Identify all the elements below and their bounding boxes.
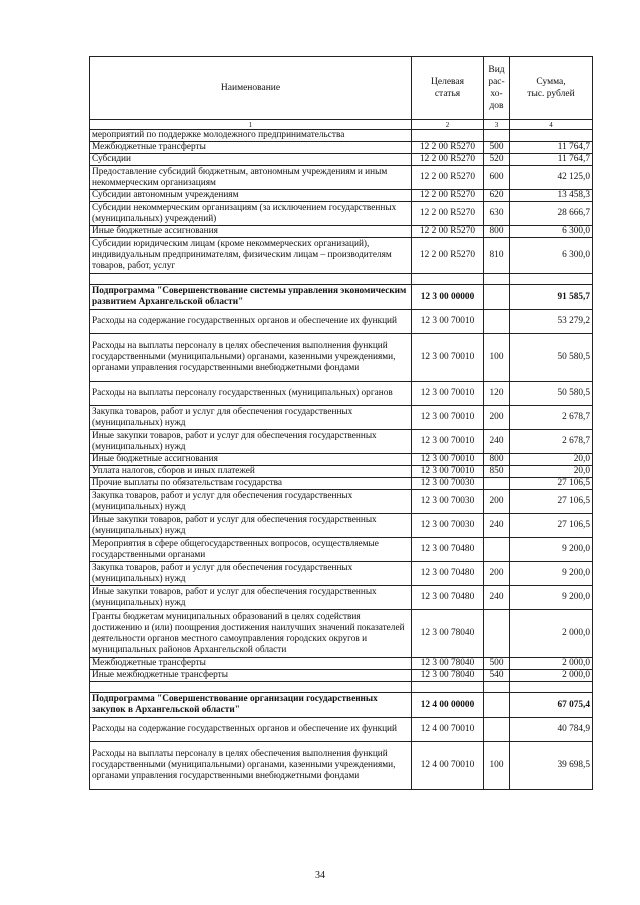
target-article-cell: 12 3 00 70010 [412,466,484,478]
table-row [90,538,593,562]
table-header-row [90,57,593,120]
row-name-cell: мероприятий по поддержке молодежного предпринимательства [90,130,412,142]
target-article-cell: 12 3 00 70480 [412,586,484,610]
amount-cell [510,274,593,285]
amount-cell: 91 585,7 [510,285,593,310]
expense-type-cell: 620 [484,190,510,202]
expense-type-cell: 850 [484,466,510,478]
target-article-cell: 12 4 00 70010 [412,742,484,790]
target-article-cell: 12 3 00 70480 [412,538,484,562]
row-name-cell: Уплата налогов, сборов и иных платежей [90,466,412,478]
amount-cell: 2 000,0 [510,658,593,670]
expense-type-cell: 800 [484,226,510,238]
target-article-cell: 12 3 00 78040 [412,610,484,658]
table-row [90,130,593,142]
header-sum: Сумма, тыс. рублей [510,57,593,120]
row-name-cell: Субсидии автономным учреждениям [90,190,412,202]
target-article-cell: 12 3 00 78040 [412,670,484,682]
amount-cell: 2 678,7 [510,430,593,454]
expense-type-cell [484,478,510,490]
row-name-cell: Закупка товаров, работ и услуг для обеспечения государственных (муниципальных) нужд [90,562,412,586]
expense-type-cell [484,718,510,742]
target-article-cell: 12 2 00 R5270 [412,154,484,166]
target-article-cell: 12 4 00 70010 [412,718,484,742]
row-name-cell: Иные закупки товаров, работ и услуг для обеспечения государственных (муниципальных) нужд [90,514,412,538]
amount-cell: 50 580,5 [510,382,593,406]
table-row [90,202,593,226]
budget-table [89,56,593,790]
row-name-cell: Закупка товаров, работ и услуг для обеспечения государственных (муниципальных) нужд [90,406,412,430]
table-row [90,742,593,790]
target-article-cell: 12 3 00 70030 [412,514,484,538]
row-name-cell: Иные закупки товаров, работ и услуг для обеспечения государственных (муниципальных) нужд [90,430,412,454]
target-article-cell: 12 2 00 R5270 [412,142,484,154]
amount-cell: 67 075,4 [510,693,593,718]
table-row [90,166,593,190]
expense-type-cell: 120 [484,382,510,406]
amount-cell: 9 200,0 [510,586,593,610]
expense-type-cell: 200 [484,562,510,586]
amount-cell: 6 300,0 [510,238,593,274]
target-article-cell: 12 3 00 78040 [412,658,484,670]
header-name: Наименование [90,57,412,120]
row-name-cell: Закупка товаров, работ и услуг для обеспечения государственных (муниципальных) нужд [90,490,412,514]
amount-cell: 2 000,0 [510,610,593,658]
row-name-cell: Подпрограмма "Совершенствование организации государственных закупок в Архангельской области" [90,693,412,718]
amount-cell: 6 300,0 [510,226,593,238]
row-name-cell: Иные закупки товаров, работ и услуг для обеспечения государственных (муниципальных) нужд [90,586,412,610]
target-article-cell: 12 3 00 70010 [412,454,484,466]
header-target-article: Целевая статья [412,57,484,120]
amount-cell: 2 000,0 [510,670,593,682]
table-row [90,382,593,406]
budget-table-container [89,56,592,790]
page-number: 34 [315,870,325,881]
expense-type-cell: 100 [484,742,510,790]
row-name-cell: Предоставление субсидий бюджетным, автономным учреждениям и иным некоммерческим организациям [90,166,412,190]
amount-cell [510,130,593,142]
amount-cell: 9 200,0 [510,562,593,586]
expense-type-cell [484,538,510,562]
expense-type-cell: 540 [484,670,510,682]
table-row [90,334,593,382]
target-article-cell: 12 3 00 00000 [412,285,484,310]
amount-cell: 11 764,7 [510,142,593,154]
amount-cell [510,682,593,693]
target-article-cell: 12 3 00 70010 [412,430,484,454]
table-row [90,430,593,454]
table-row [90,586,593,610]
subprogram-row [90,285,593,310]
row-name-cell: Иные межбюджетные трансферты [90,670,412,682]
target-article-cell [412,682,484,693]
header-expense-type: Вид рас- хо- дов [484,57,510,120]
table-row [90,670,593,682]
expense-type-cell [484,310,510,334]
row-name-cell: Субсидии некоммерческим организациям (за исключением государственных (муниципальных) учреждений) [90,202,412,226]
amount-cell: 9 200,0 [510,538,593,562]
spacer-row [90,682,593,693]
target-article-cell [412,130,484,142]
table-row [90,478,593,490]
row-name-cell: Иные бюджетные ассигнования [90,454,412,466]
subprogram-row [90,693,593,718]
table-row [90,406,593,430]
expense-type-cell [484,682,510,693]
amount-cell: 20,0 [510,466,593,478]
target-article-cell: 12 2 00 R5270 [412,190,484,202]
amount-cell: 13 458,3 [510,190,593,202]
amount-cell: 27 106,5 [510,478,593,490]
amount-cell: 50 580,5 [510,334,593,382]
row-name-cell: Межбюджетные трансферты [90,658,412,670]
target-article-cell: 12 3 00 70010 [412,310,484,334]
table-row [90,190,593,202]
row-name-cell: Расходы на выплаты персоналу государственных (муниципальных) органов [90,382,412,406]
row-name-cell [90,682,412,693]
target-article-cell: 12 3 00 70480 [412,562,484,586]
row-name-cell: Расходы на выплаты персоналу в целях обеспечения выполнения функций государственными (муниципальными) органами, казенными учреждениями, органами управления государственными внебюджетными фондами [90,742,412,790]
target-article-cell: 12 3 00 70030 [412,490,484,514]
target-article-cell: 12 2 00 R5270 [412,226,484,238]
amount-cell: 28 666,7 [510,202,593,226]
row-name-cell: Расходы на выплаты персоналу в целях обеспечения выполнения функций государственными (муниципальными) органами, казенными учреждениями, органами управления государственными внебюджетными фондами [90,334,412,382]
expense-type-cell [484,285,510,310]
amount-cell: 2 678,7 [510,406,593,430]
expense-type-cell: 810 [484,238,510,274]
amount-cell: 27 106,5 [510,514,593,538]
row-name-cell: Субсидии [90,154,412,166]
target-article-cell: 12 2 00 R5270 [412,166,484,190]
expense-type-cell [484,693,510,718]
target-article-cell: 12 3 00 70030 [412,478,484,490]
expense-type-cell: 500 [484,658,510,670]
expense-type-cell: 630 [484,202,510,226]
target-article-cell: 12 3 00 70010 [412,382,484,406]
target-article-cell: 12 4 00 00000 [412,693,484,718]
table-row [90,514,593,538]
row-name-cell: Расходы на содержание государственных органов и обеспечение их функций [90,310,412,334]
amount-cell: 27 106,5 [510,490,593,514]
expense-type-cell [484,610,510,658]
target-article-cell: 12 2 00 R5270 [412,238,484,274]
table-row [90,718,593,742]
column-index: 1 [90,120,412,130]
column-index: 3 [484,120,510,130]
table-row [90,154,593,166]
table-row [90,238,593,274]
expense-type-cell: 200 [484,406,510,430]
row-name-cell: Мероприятия в сфере общегосударственных вопросов, осуществляемые государственными органами [90,538,412,562]
row-name-cell: Расходы на содержание государственных органов и обеспечение их функций [90,718,412,742]
table-row [90,310,593,334]
table-row [90,658,593,670]
amount-cell: 53 279,2 [510,310,593,334]
row-name-cell [90,274,412,285]
expense-type-cell: 600 [484,166,510,190]
column-index: 4 [510,120,593,130]
expense-type-cell [484,274,510,285]
expense-type-cell: 500 [484,142,510,154]
expense-type-cell [484,130,510,142]
expense-type-cell: 200 [484,490,510,514]
table-row [90,226,593,238]
column-index: 2 [412,120,484,130]
row-name-cell: Прочие выплаты по обязательствам государства [90,478,412,490]
expense-type-cell: 240 [484,586,510,610]
expense-type-cell: 240 [484,514,510,538]
row-name-cell: Гранты бюджетам муниципальных образований в целях содействия достижению и (или) поощрения достижения наилучших значений показателей деятельности органов местного самоуправления городских округов и муниципальных районов Архангельской области [90,610,412,658]
row-name-cell: Подпрограмма "Совершенствование системы управления экономическим развитием Архангельской области" [90,285,412,310]
expense-type-cell: 520 [484,154,510,166]
target-article-cell [412,274,484,285]
table-row [90,466,593,478]
amount-cell: 39 698,5 [510,742,593,790]
table-row [90,454,593,466]
expense-type-cell: 240 [484,430,510,454]
table-row [90,142,593,154]
target-article-cell: 12 2 00 R5270 [412,202,484,226]
row-name-cell: Межбюджетные трансферты [90,142,412,154]
table-row [90,490,593,514]
spacer-row [90,274,593,285]
table-row [90,610,593,658]
amount-cell: 11 764,7 [510,154,593,166]
expense-type-cell: 100 [484,334,510,382]
expense-type-cell: 800 [484,454,510,466]
column-index-row [90,120,593,130]
target-article-cell: 12 3 00 70010 [412,334,484,382]
row-name-cell: Субсидии юридическим лицам (кроме некоммерческих организаций), индивидуальным предпринимателям, физическим лицам – производителям товаров, работ, услуг [90,238,412,274]
row-name-cell: Иные бюджетные ассигнования [90,226,412,238]
target-article-cell: 12 3 00 70010 [412,406,484,430]
amount-cell: 42 125,0 [510,166,593,190]
amount-cell: 20,0 [510,454,593,466]
table-row [90,562,593,586]
amount-cell: 40 784,9 [510,718,593,742]
